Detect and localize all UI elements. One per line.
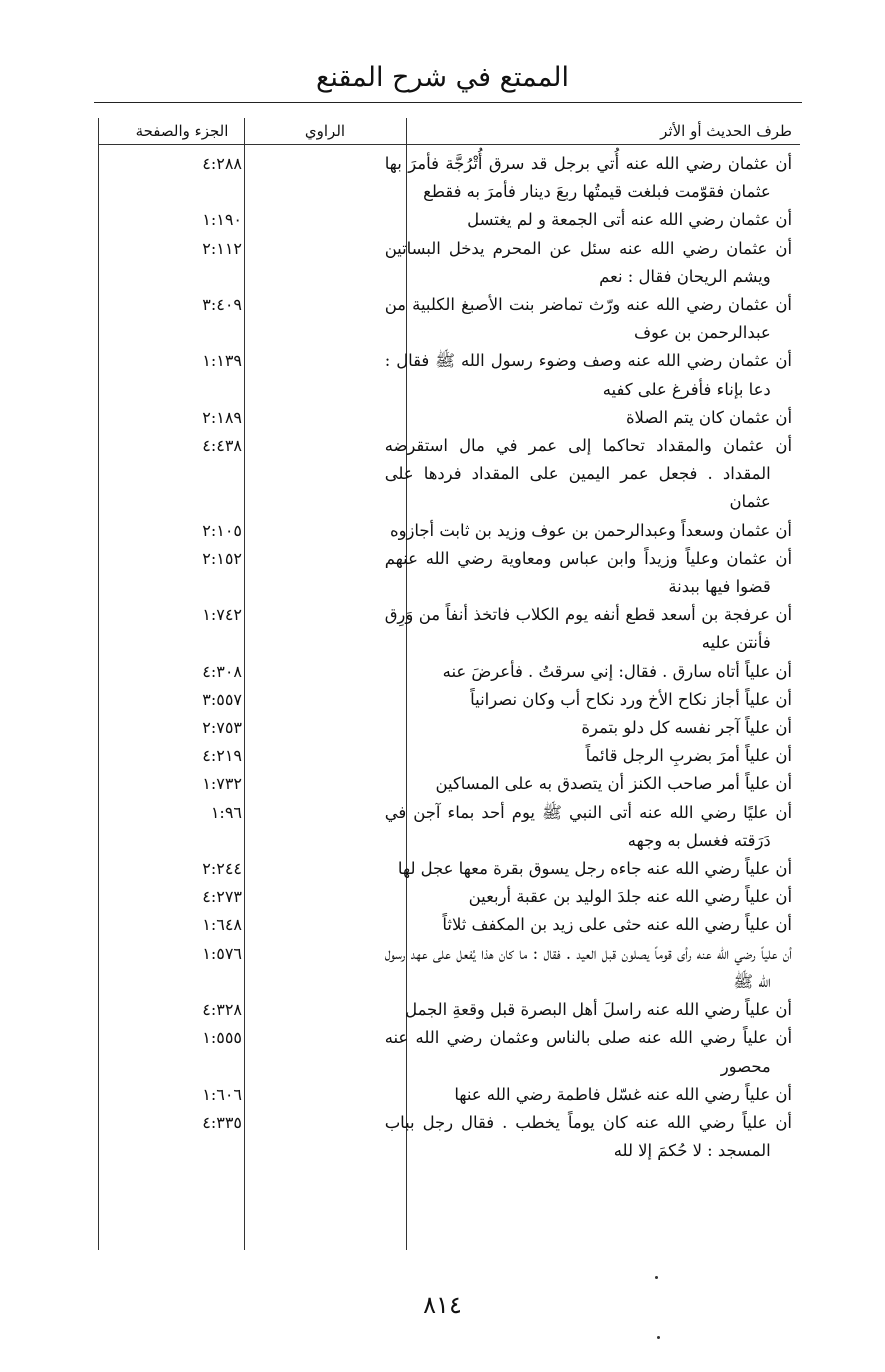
volume-page-ref: ٣:٥٥٧	[202, 689, 242, 709]
hadith-text: أن عثمان رضي الله عنه ورّث تماضر بنت الأصبغ الكلبية من عبدالرحمن بن عوف	[384, 295, 792, 343]
hadith-text: أن علياً أتاه سارق . فقال: إني سرقتُ . فأعرضَ عنه	[442, 661, 792, 681]
table-row	[98, 911, 800, 939]
scan-speck	[657, 1336, 660, 1339]
table-row	[98, 404, 800, 432]
column-header-ref: الجزء والصفحة	[135, 122, 229, 140]
table-row	[98, 940, 800, 996]
volume-page-ref: ١:٥٧٦	[202, 943, 242, 963]
hadith-text: أن علياً أمرَ بضربِ الرجل قائماً	[585, 746, 792, 766]
hadith-text: أن عرفجة بن أسعد قطع أنفه يوم الكلاب فاتخذ أنفاً من وَرِق فأنتن عليه	[384, 605, 792, 653]
hadith-text: أن علياً رضي الله عنه صلى بالناس وعثمان رضي الله عنه محصور	[384, 1028, 792, 1076]
volume-page-ref: ١:٩٦	[210, 802, 242, 822]
table-row	[98, 770, 800, 798]
volume-page-ref: ١:٧٣٢	[202, 774, 242, 794]
running-header-title: الممتع في شرح المقنع	[315, 62, 570, 93]
hadith-text: أن عثمان رضي الله عنه وصف وضوء رسول الله ﷺ فقال : دعا بإناء فأفرغ على كفيه	[384, 351, 792, 399]
volume-page-ref: ٤:٣٢٨	[202, 1000, 242, 1020]
volume-page-ref: ٢:١٥٢	[202, 548, 242, 568]
table-row	[98, 347, 800, 403]
table-row	[98, 658, 800, 686]
hadith-text: أن عثمان وعلياً وزيداً وابن عباس ومعاوية رضي الله عنهم قضوا فيها ببدنة	[384, 548, 792, 597]
table-row	[98, 206, 800, 234]
hadith-text: أن عثمان رضي الله عنه سئل عن المحرم يدخل البساتين ويشم الريحان فقال : نعم	[384, 238, 792, 286]
volume-page-ref: ١:١٣٩	[202, 351, 242, 371]
table-row	[98, 235, 800, 291]
volume-page-ref: ١:٧٤٢	[202, 605, 242, 625]
column-header-hadith: طرف الحديث أو الأثر	[660, 122, 792, 140]
table-row	[98, 545, 800, 601]
column-header-narrator: الراوي	[304, 122, 346, 140]
table-row	[98, 1024, 800, 1080]
table-row	[98, 996, 800, 1024]
hadith-text: أن علياً أجاز نكاح الأخ ورد نكاح أب وكان نصرانياً	[470, 689, 792, 709]
table-row	[98, 601, 800, 657]
table-row	[98, 686, 800, 714]
table-rows	[98, 150, 800, 1165]
hadith-text: أن علياً رضي الله عنه جلدَ الوليد بن عقبة أربعين	[468, 887, 792, 907]
volume-page-ref: ١:٦٤٨	[202, 915, 242, 935]
hadith-text: أن علياً رضي الله عنه جاءه رجل يسوق بقرة معها عجل لها	[397, 859, 792, 879]
scan-speck	[655, 1276, 658, 1279]
volume-page-ref: ٤:٢٨٨	[202, 154, 242, 173]
volume-page-ref: ٣:٤٠٩	[202, 295, 242, 315]
table-row	[98, 883, 800, 911]
hadith-text: أن عثمان رضي الله عنه أتى الجمعة و لم يغتسل	[467, 210, 792, 230]
hadith-text: أن علياً رضي الله عنه رأى قوماً يصلون قبل العيد . فقال : ما كان هذا يُفعل على عهد رسول الله ﷺ	[384, 943, 792, 991]
hadith-text: أن عثمان وسعداً وعبدالرحمن بن عوف وزيد بن ثابت أجازوه	[390, 520, 792, 540]
volume-page-ref: ٢:٢٤٤	[202, 859, 242, 879]
table-row	[98, 1109, 800, 1165]
table-row	[98, 855, 800, 883]
volume-page-ref: ٢:٧٥٣	[202, 718, 242, 738]
volume-page-ref: ٤:٢١٩	[202, 746, 242, 766]
header-rule	[94, 102, 802, 103]
table-row	[98, 742, 800, 770]
table-row	[98, 799, 800, 855]
hadith-text: أن علياً آجر نفسه كل دلو بتمرة	[581, 718, 792, 738]
page-number: ٨١٤	[423, 1291, 462, 1319]
volume-page-ref: ٢:١٠٥	[202, 520, 242, 540]
hadith-text: أن عثمان رضي الله عنه أُتي برجل قد سرق أُتْرُجَّة فأمرَ بها عثمان فقوّمت فبلغت قيمتُها ربعَ دينار فأمرَ به فقطع	[384, 154, 792, 202]
table-row	[98, 291, 800, 347]
hadith-text: أن علياً أمر صاحب الكنز أن يتصدق به على المساكين	[435, 774, 792, 794]
hadith-text: أن علياً رضي الله عنه كان يوماً يخطب . فقال رجل بباب المسجد : لا حُكمَ إلا لله	[384, 1112, 792, 1161]
volume-page-ref: ٢:١٨٩	[202, 407, 242, 427]
hadith-text: أن عثمان والمقداد تحاكما إلى عمر في مال استقرضه المقداد . فجعل عمر اليمين على المقداد فردها على عثمان	[384, 436, 792, 512]
volume-page-ref: ١:٦٠٦	[202, 1084, 242, 1104]
volume-page-ref: ١:١٩٠	[202, 210, 242, 230]
hadith-text: أن علياً رضي الله عنه راسلَ أهل البصرة قبل وقعةِ الجمل	[405, 1000, 792, 1020]
volume-page-ref: ٤:٣٣٥	[202, 1112, 242, 1132]
table-row	[98, 432, 800, 517]
volume-page-ref: ٢:١١٢	[202, 238, 242, 258]
index-table	[98, 118, 800, 1250]
volume-page-ref: ٤:٣٠٨	[202, 661, 242, 681]
hadith-text: أن علياً رضي الله عنه غسّل فاطمة رضي الله عنها	[454, 1084, 792, 1104]
hadith-text: أن علياً رضي الله عنه حثى على زيد بن المكفف ثلاثاً	[442, 915, 792, 935]
hadith-text: أن عليًا رضي الله عنه أتى النبي ﷺ يوم أحد بماء آجن في دَرَقته فغسل به وجهه	[384, 802, 792, 850]
table-row	[98, 1081, 800, 1109]
table-header-rule	[98, 144, 800, 145]
volume-page-ref: ١:٥٥٥	[202, 1028, 242, 1048]
volume-page-ref: ٤:٤٣٨	[202, 436, 242, 456]
table-row	[98, 517, 800, 545]
table-row	[98, 150, 800, 206]
volume-page-ref: ٤:٢٧٣	[202, 887, 242, 907]
hadith-text: أن عثمان كان يتم الصلاة	[625, 407, 792, 427]
table-row	[98, 714, 800, 742]
